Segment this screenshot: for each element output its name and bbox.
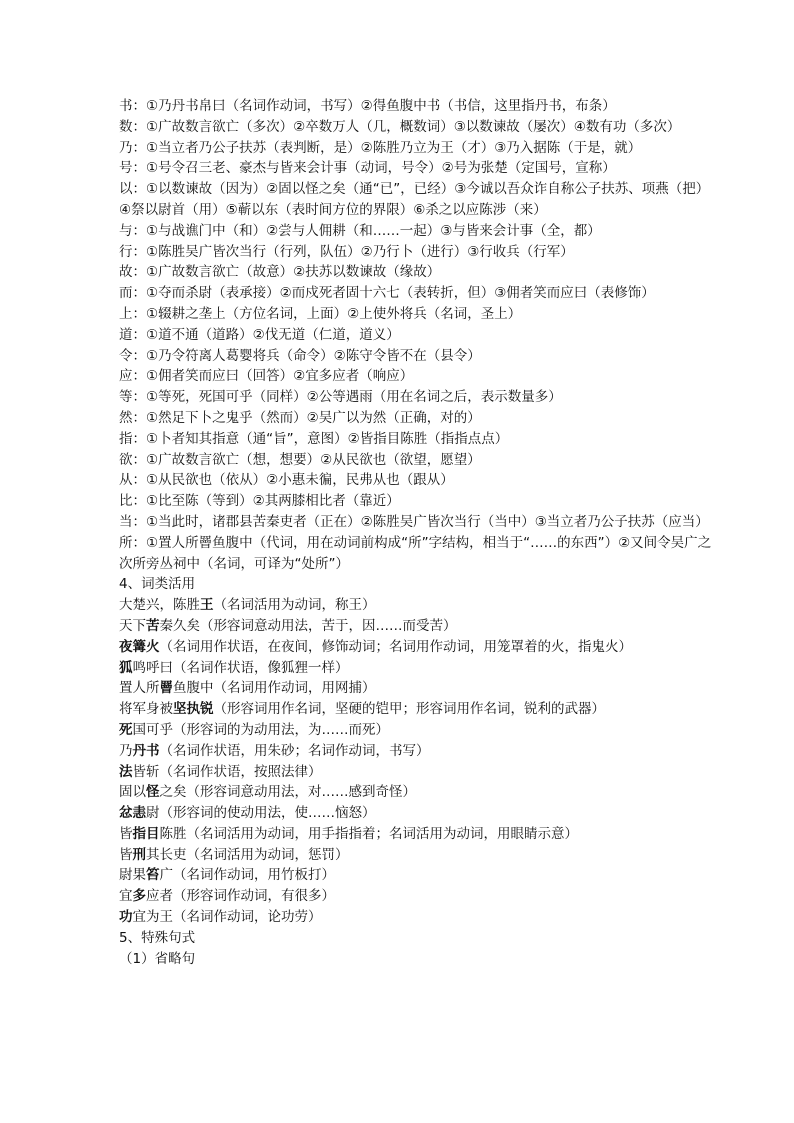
word-usage-entry — [119, 658, 714, 679]
usage-post-text: 陈胜（名词活用为动词，用手指指着；名词活用为动词，用眼睛示意） — [159, 825, 578, 842]
word-meaning-entry: 道：①道不通（道路）②伐无道（仁道，道义） — [119, 326, 400, 343]
usage-post-text: 鸣呼曰（名词作状语，像狐狸一样） — [132, 659, 349, 676]
usage-pre-text: 天下 — [119, 617, 146, 634]
usage-bold-text: 夜篝火 — [119, 638, 160, 655]
usage-post-text: （名词活用为动词，称王） — [213, 597, 376, 614]
word-meaning-entry: 乃：①当立者乃公子扶苏（表判断，是）②陈胜乃立为王（才）③乃入据陈（于是，就） — [119, 139, 642, 156]
usage-post-text: 应者（形容词作动词，有很多） — [146, 888, 335, 905]
usage-pre-text: 乃 — [119, 742, 133, 759]
word-meaning-entry: 然：①然足下卜之鬼乎（然而）②吴广以为然（正确，对的） — [119, 409, 481, 426]
usage-bold-text: 指目 — [132, 825, 160, 842]
usage-post-text: （名词用作状语，在夜间，修饰动词；名词用作动词，用笼罩着的火，指鬼火） — [159, 638, 632, 655]
usage-post-text: 宜为王（名词作动词，论功劳） — [132, 909, 322, 926]
usage-bold-text: 笞 — [146, 867, 160, 884]
word-meaning-entry: 当：①当此时，诸郡县苦秦吏者（正在）②陈胜吴广皆次当行（当中）③当立者乃公子扶苏（应当） — [119, 513, 709, 530]
word-meaning-entry: 书：①乃丹书帛曰（名词作动词，书写）②得鱼腹中书（书信，这里指丹书，布条） — [119, 98, 616, 114]
usage-post-text: 之矣（形容词意动用法，对……感到奇怪） — [159, 784, 416, 801]
usage-bold-text: 多 — [132, 888, 146, 905]
usage-post-text: （名词作状语，用朱砂；名词作动词，书写） — [159, 742, 430, 759]
word-usage-entry — [119, 616, 714, 637]
word-meaning-entry: 欲：①广故数言欲亡（想，想要）②从民欲也（欲望，愿望） — [119, 451, 481, 468]
section-heading-5: 5、特殊句式 — [119, 929, 196, 946]
word-usage-entry — [119, 741, 714, 762]
usage-pre-text: 宜 — [119, 888, 133, 905]
word-meaning-entry: 令：①乃令符离人葛婴将兵（命令）②陈守令皆不在（县令） — [119, 347, 481, 364]
word-usage-entry — [119, 699, 714, 720]
word-usage-entry — [119, 678, 714, 699]
usage-bold-text: 功 — [119, 909, 133, 926]
word-meaning-entry: 等：①等死，死国可乎（同样）②公等遇雨（用在名词之后，表示数量多） — [119, 389, 562, 406]
word-meaning-entry: 号：①号令召三老、豪杰与皆来会计事（动词，号令）②号为张楚（定国号，宣称） — [119, 160, 616, 177]
section-heading-4: 4、词类活用 — [119, 576, 196, 593]
word-usage-entry — [119, 865, 714, 886]
usage-bold-text: 法 — [119, 763, 133, 780]
usage-pre-text: 大楚兴，陈胜 — [119, 597, 200, 614]
usage-bold-text: 王 — [200, 597, 214, 614]
usage-bold-text: 丹书 — [132, 742, 160, 759]
word-meaning-entry: 应：①佣者笑而应曰（回答）②宜多应者（响应） — [119, 368, 414, 385]
usage-pre-text: 皆 — [119, 846, 133, 863]
word-meaning-entry: 而：①夺而杀尉（表承接）②而戍死者固十六七（表转折，但）③佣者笑而应曰（表修饰） — [119, 285, 655, 302]
word-meaning-entry: 行：①陈胜吴广皆次当行（行列，队伍）②乃行卜（进行）③行收兵（行军） — [119, 243, 574, 260]
usage-pre-text: 固以 — [119, 784, 146, 801]
word-usage-entry — [119, 720, 714, 741]
usage-post-text: 国可乎（形容词的为动用法，为……而死） — [132, 721, 389, 738]
usage-post-text: 广（名词作动词，用竹板打） — [159, 867, 335, 884]
word-usage-entry — [119, 886, 714, 907]
usage-post-text: 秦久矣（形容词意动用法，苦于，因……而受苦） — [159, 617, 457, 634]
word-meaning-entry: 与：①与战谯门中（和）②尝与人佣耕（和……一起）③与皆来会计事（全，都） — [119, 222, 601, 239]
usage-bold-text: 苦 — [146, 617, 160, 634]
word-usage-entry — [119, 824, 714, 845]
usage-bold-text: 死 — [119, 721, 133, 738]
usage-bold-text: 狐 — [119, 659, 133, 676]
usage-pre-text: 皆 — [119, 825, 133, 842]
usage-post-text: 其长吏（名词活用为动词，惩罚） — [146, 846, 349, 863]
word-meaning-entry: 指：①卜者知其指意（通“旨”，意图）②皆指目陈胜（指指点点） — [119, 430, 509, 447]
word-meaning-entry: 从：①从民欲也（依从）②小惠未徧，民弗从也（跟从） — [119, 472, 454, 489]
word-usage-entry — [119, 782, 714, 803]
word-meaning-entry: 比：①比至陈（等到）②其两膝相比者（靠近） — [119, 493, 400, 510]
subsection-heading-omission: （1）省略句 — [119, 950, 196, 967]
word-meaning-entry: 上：①辍耕之垄上（方位名词，上面）②上使外将兵（名词，圣上） — [119, 305, 522, 322]
word-meaning-entry: 故：①广故数言欲亡（故意）②扶苏以数谏故（缘故） — [119, 264, 441, 281]
usage-post-text: 鱼腹中（名词用作动词，用网捕） — [173, 680, 376, 697]
word-meaning-entry: 以：①以数谏故（因为）②固以怪之矣（通“已”，已经）③今诚以吾众诈自称公子扶苏、项燕（把）④祭以尉首（用）⑤蕲以东（表时间方位的界限）⑥杀之以应陈涉（来） — [119, 181, 710, 218]
usage-bold-text: 罾 — [159, 680, 173, 697]
usage-post-text: （形容词用作名词，坚硬的铠甲；形容词用作名词，锐利的武器） — [213, 701, 605, 718]
word-usage-entry — [119, 762, 714, 783]
word-meaning-list — [119, 96, 714, 574]
usage-bold-text: 坚执锐 — [173, 701, 214, 718]
usage-pre-text: 将军身被 — [119, 701, 173, 718]
word-meaning-entry: 所：①置人所罾鱼腹中（代词，用在动词前构成“所”字结构，相当于“……的东西”）②又间令吴广之次所旁丛祠中（名词，可译为“处所”） — [119, 534, 712, 572]
word-usage-entry — [119, 845, 714, 866]
usage-bold-text: 忿恚 — [119, 805, 146, 822]
word-class-usage-list — [119, 595, 714, 928]
usage-bold-text: 怪 — [146, 784, 160, 801]
word-usage-entry — [119, 595, 714, 616]
word-usage-entry — [119, 637, 714, 658]
word-usage-entry — [119, 907, 714, 928]
usage-pre-text: 尉果 — [119, 867, 146, 884]
word-meaning-entry: 数：①广故数言欲亡（多次）②卒数万人（几，概数词）③以数谏故（屡次）④数有功（多次） — [119, 118, 681, 135]
usage-post-text: 尉（形容词的使动用法，使……恼怒） — [146, 805, 376, 822]
word-usage-entry — [119, 803, 714, 824]
usage-post-text: 皆斩（名词作状语，按照法律） — [132, 763, 322, 780]
usage-pre-text: 置人所 — [119, 680, 160, 697]
usage-bold-text: 刑 — [132, 846, 146, 863]
